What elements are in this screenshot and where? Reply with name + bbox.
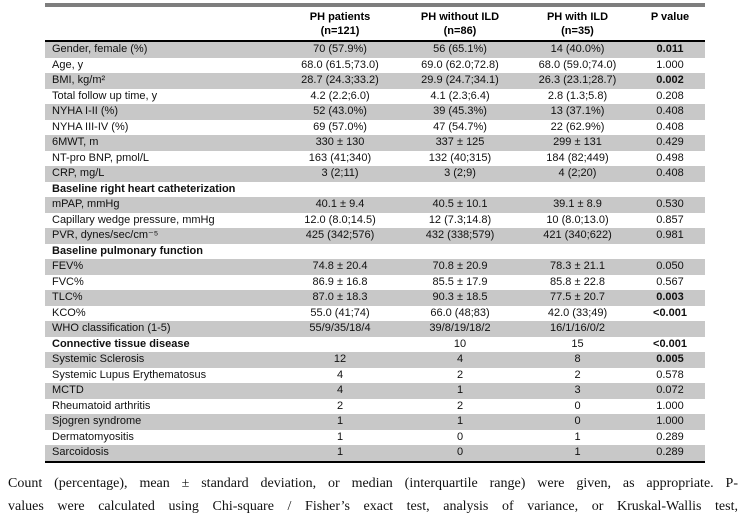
row-label: CRP, mg/L (52, 167, 105, 179)
table-row (45, 275, 705, 291)
value-cell: 0 (456, 430, 464, 443)
value-cell: 86.9 ± 16.8 (312, 275, 368, 288)
value-cell: 55/9/35/18/4 (309, 322, 371, 334)
table-row (45, 399, 705, 415)
table-row (45, 368, 705, 384)
value-cell (520, 244, 635, 260)
table-row (45, 306, 705, 322)
table-row (45, 321, 705, 337)
value-cell: 40.5 ± 10.1 (432, 198, 488, 210)
value-cell: 39.1 ± 8.9 (553, 198, 602, 210)
table-row (45, 197, 705, 213)
p-value-cell: 0.208 (656, 89, 684, 102)
row-label: NT-pro BNP, pmol/L (52, 151, 150, 164)
value-cell: 10 (8.0;13.0) (546, 213, 609, 226)
caption-line-1: Count (percentage), mean ± standard deviation, or median (interquartile range) were given, as appropriate. P- (8, 476, 738, 491)
p-value-cell (635, 182, 705, 198)
value-cell: 78.3 ± 21.1 (550, 260, 605, 272)
table-row (45, 104, 705, 120)
value-cell: 1 (456, 384, 464, 396)
value-cell: 14 (40.0%) (550, 43, 605, 55)
p-value-cell: 0.408 (656, 167, 684, 179)
row-label: WHO classification (1-5) (52, 322, 171, 334)
value-cell: 85.8 ± 22.8 (550, 275, 605, 288)
row-label: Systemic Sclerosis (52, 353, 145, 365)
value-cell: 1 (574, 446, 581, 458)
value-cell: 90.3 ± 18.5 (432, 291, 488, 303)
row-label: Systemic Lupus Erythematosus (52, 368, 207, 381)
table-row (45, 166, 705, 182)
table-row (45, 228, 705, 244)
table-row (45, 213, 705, 229)
value-cell: 4 (336, 384, 344, 396)
table-body (45, 41, 705, 462)
p-value-cell: 0.289 (656, 446, 684, 458)
value-cell: 55.0 (41;74) (310, 306, 370, 319)
p-value-cell: 0.003 (656, 291, 684, 303)
value-cell: 2 (456, 399, 464, 412)
row-label: Dermatomyositis (52, 430, 134, 443)
p-value-cell: 0.530 (656, 198, 684, 210)
value-cell: 56 (65.1%) (433, 43, 487, 55)
value-cell: 69.0 (62.0;72.8) (421, 58, 499, 71)
value-cell: 163 (41;340) (308, 151, 372, 164)
value-cell: 69 (57.0%) (313, 120, 367, 133)
value-cell: 1 (574, 430, 581, 443)
p-value-cell: 0.578 (656, 368, 684, 381)
p-value-cell: 0.567 (656, 275, 684, 288)
row-label: Rheumatoid arthritis (52, 399, 151, 412)
table-header (45, 5, 705, 41)
p-value-cell (635, 321, 705, 337)
row-label: FVC% (52, 275, 84, 288)
value-cell: 2.8 (1.3;5.8) (547, 89, 608, 102)
row-label: FEV% (52, 260, 84, 272)
p-value-cell: 0.981 (656, 229, 684, 241)
value-cell: 42.0 (33;49) (547, 306, 608, 319)
value-cell: 12.0 (8.0;14.5) (304, 213, 376, 226)
row-label: Sjogren syndrome (52, 415, 142, 427)
p-value-cell: 0.498 (656, 151, 684, 164)
value-cell: 70 (57.9%) (313, 43, 367, 55)
row-label: TLC% (52, 291, 83, 303)
table-row (45, 151, 705, 167)
value-cell: 1 (336, 446, 344, 458)
p-value-cell: 0.857 (656, 213, 684, 226)
p-value-cell: 0.408 (656, 120, 684, 133)
value-cell: 77.5 ± 20.7 (550, 291, 605, 303)
table-row (45, 430, 705, 446)
value-cell (280, 182, 400, 198)
value-cell: 3 (2;11) (321, 167, 359, 179)
value-cell: 0 (456, 446, 464, 458)
value-cell: 70.8 ± 20.9 (432, 260, 488, 272)
row-label: NYHA III-IV (%) (52, 120, 129, 133)
table-row (45, 89, 705, 105)
value-cell: 52 (43.0%) (313, 105, 367, 117)
value-cell (400, 182, 520, 198)
p-value-cell: <0.001 (653, 337, 687, 350)
value-cell: 40.1 ± 9.4 (315, 198, 365, 210)
column-header: PH without ILD (n=86) (420, 11, 500, 37)
value-cell (280, 337, 400, 353)
value-cell: 2 (336, 399, 344, 412)
value-cell: 39 (45.3%) (433, 105, 487, 117)
value-cell: 2 (574, 368, 581, 381)
value-cell: 425 (342;576) (305, 229, 375, 241)
value-cell: 15 (571, 337, 584, 350)
p-value-cell: 0.072 (656, 384, 684, 396)
row-label: Age, y (52, 58, 84, 71)
results-table (45, 3, 705, 463)
value-cell: 4 (2;20) (558, 167, 597, 179)
p-value-cell: 0.050 (656, 260, 684, 272)
value-cell: 10 (453, 337, 467, 350)
row-label: Baseline pulmonary function (52, 244, 203, 257)
table-row (45, 120, 705, 136)
value-cell: 4.1 (2.3;6.4) (430, 89, 490, 102)
table-row (45, 352, 705, 368)
value-cell: 0 (574, 415, 581, 427)
row-label: Gender, female (%) (52, 43, 148, 55)
p-value-cell: 1.000 (656, 58, 684, 71)
row-label: Total follow up time, y (52, 89, 158, 102)
value-cell: 28.7 (24.3;33.2) (301, 74, 379, 86)
value-cell: 16/1/16/0/2 (549, 322, 606, 334)
caption-line-2: values were calculated using Chi-square / Fisher’s exact test, analysis of variance, or Kruskal-Wallis test, (8, 499, 738, 514)
value-cell (400, 244, 520, 260)
value-cell: 39/8/19/18/2 (429, 322, 491, 334)
value-cell: 12 (7.3;14.8) (428, 213, 492, 226)
value-cell: 4 (336, 368, 344, 381)
row-label: KCO% (52, 306, 86, 319)
row-label: PVR, dynes/sec/cm⁻⁵ (52, 229, 159, 241)
table-row (45, 244, 705, 260)
value-cell: 8 (574, 353, 581, 365)
value-cell: 337 ± 125 (435, 136, 485, 148)
value-cell: 13 (37.1%) (550, 105, 605, 117)
value-cell: 22 (62.9%) (550, 120, 605, 133)
value-cell: 66.0 (48;83) (430, 306, 490, 319)
column-header: PH patients (n=121) (309, 11, 371, 37)
row-label: Connective tissue disease (52, 337, 190, 350)
p-value-cell: 0.005 (656, 353, 684, 365)
value-cell: 85.5 ± 17.9 (432, 275, 488, 288)
table-row (45, 135, 705, 151)
value-cell: 47 (54.7%) (433, 120, 487, 133)
value-cell: 74.8 ± 20.4 (312, 260, 368, 272)
table-row (45, 383, 705, 399)
value-cell: 299 ± 131 (553, 136, 602, 148)
p-value-cell: 0.289 (656, 430, 684, 443)
table-row (45, 414, 705, 430)
value-cell: 1 (336, 430, 344, 443)
value-cell: 68.0 (61.5;73.0) (301, 58, 379, 71)
p-value-cell: <0.001 (653, 306, 687, 319)
value-cell: 26.3 (23.1;28.7) (538, 74, 617, 86)
row-label: BMI, kg/m² (52, 74, 106, 86)
p-value-cell: 0.002 (656, 74, 684, 86)
value-cell: 3 (574, 384, 581, 396)
row-label: mPAP, mmHg (52, 198, 120, 210)
value-cell: 2 (456, 368, 464, 381)
p-value-cell: 1.000 (656, 399, 684, 412)
p-value-cell (635, 244, 705, 260)
p-value-cell: 0.408 (656, 105, 684, 117)
value-cell: 432 (338;579) (425, 229, 495, 241)
value-cell: 184 (82;449) (546, 151, 609, 164)
table-row (45, 41, 705, 58)
value-cell: 0 (574, 399, 581, 412)
value-cell: 3 (2;9) (444, 167, 476, 179)
value-cell: 87.0 ± 18.3 (312, 291, 368, 303)
header-row (45, 5, 705, 41)
table-row (45, 259, 705, 275)
value-cell: 29.9 (24.7;34.1) (421, 74, 499, 86)
column-header (45, 5, 280, 41)
value-cell (280, 244, 400, 260)
value-cell: 1 (336, 415, 344, 427)
value-cell: 68.0 (59.0;74.0) (538, 58, 617, 71)
p-value-cell: 0.011 (656, 43, 684, 55)
value-cell: 421 (340;622) (543, 229, 612, 241)
table-row (45, 73, 705, 89)
row-label: NYHA I-II (%) (52, 105, 119, 117)
column-header: PH with ILD (n=35) (546, 11, 609, 37)
p-value-cell: 0.429 (656, 136, 684, 148)
row-label: 6MWT, m (52, 136, 99, 148)
row-label: Baseline right heart catheterization (52, 182, 236, 195)
value-cell: 1 (456, 415, 464, 427)
value-cell: 132 (40;315) (428, 151, 492, 164)
value-cell (520, 182, 635, 198)
column-header: P value (650, 11, 690, 23)
table-row (45, 58, 705, 74)
value-cell: 12 (333, 353, 347, 365)
value-cell: 330 ± 130 (315, 136, 365, 148)
table-row (45, 290, 705, 306)
row-label: MCTD (52, 384, 84, 396)
value-cell: 4.2 (2.2;6.0) (310, 89, 370, 102)
table-row (45, 182, 705, 198)
row-label: Sarcoidosis (52, 446, 109, 458)
table-row (45, 445, 705, 462)
table-caption (8, 472, 738, 518)
row-label: Capillary wedge pressure, mmHg (52, 213, 215, 226)
value-cell: 4 (456, 353, 464, 365)
table-row (45, 337, 705, 353)
p-value-cell: 1.000 (656, 415, 684, 427)
